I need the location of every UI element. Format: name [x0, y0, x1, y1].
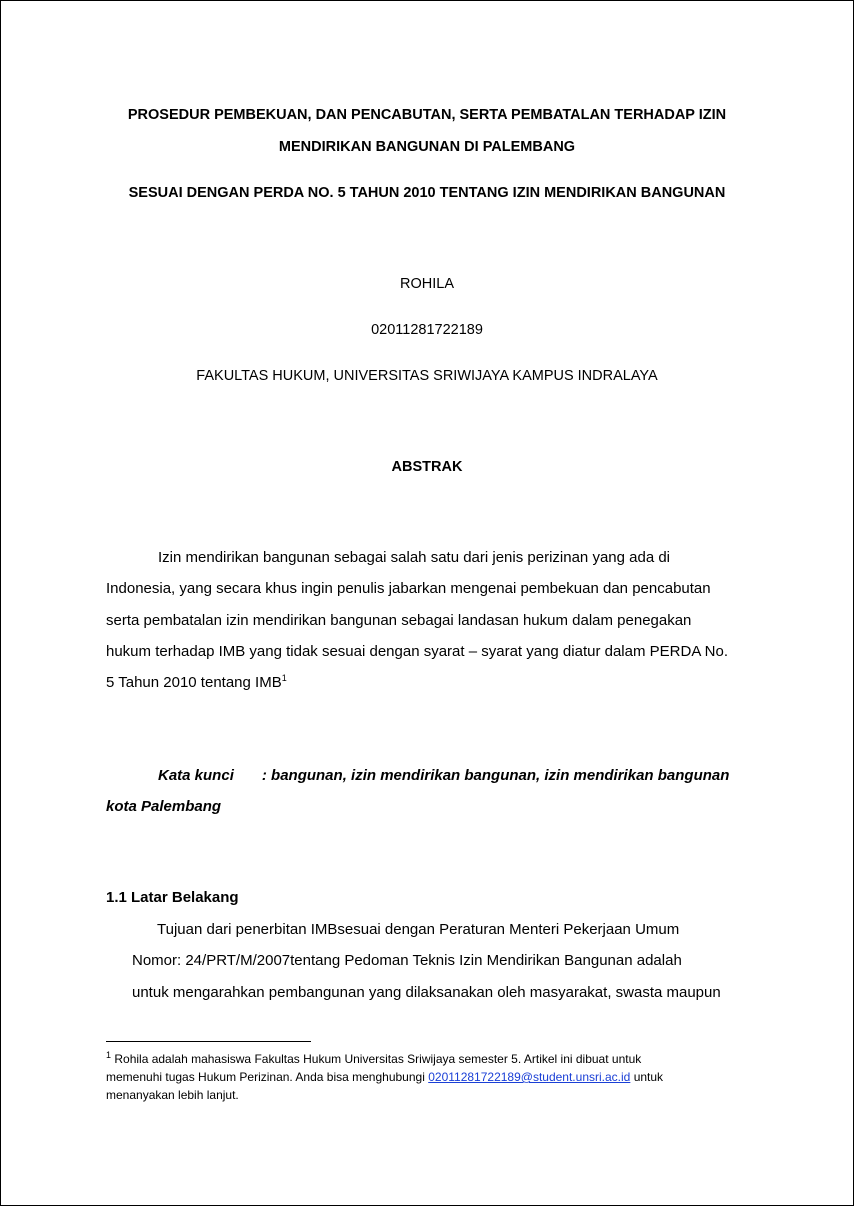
footnote-separator — [106, 1041, 311, 1042]
abstract-line-last — [106, 667, 751, 698]
abstract-line: serta pembatalan izin mendirikan bangunan sebagai landasan hukum dalam penegakan — [106, 611, 692, 629]
abstract-line: Izin mendirikan bangunan sebagai salah satu dari jenis perizinan yang ada di — [158, 549, 671, 566]
footnote-ref[interactable]: 1 — [281, 673, 287, 684]
footnote-text-b: memenuhi tugas Hukum Perizinan. Anda bisa menghubungi — [106, 1070, 425, 1084]
footnote — [106, 1050, 721, 1104]
footnote-text-a: Rohila adalah mahasiswa Fakultas Hukum Universitas Sriwijaya semester 5. Artikel ini dibuat untuk — [114, 1052, 642, 1066]
section-body — [132, 914, 757, 1008]
keywords-text: bangunan, izin mendirikan bangunan, izin mendirikan bangunan — [271, 767, 730, 784]
abstract-heading: ABSTRAK — [391, 459, 463, 475]
section-line: Tujuan dari penerbitan IMBsesuai dengan Peraturan Menteri Pekerjaan Umum — [157, 921, 680, 938]
keywords — [106, 760, 751, 823]
section-line: untuk mengarahkan pembangunan yang dilaksanakan oleh masyarakat, swasta maupun — [132, 983, 721, 1001]
abstract-body — [106, 542, 751, 698]
footnote-text-d: menanyakan lebih lanjut. — [106, 1088, 239, 1102]
keywords-separator: : — [261, 767, 267, 784]
footnote-text-c: untuk — [633, 1070, 664, 1084]
abstract-line-text: 5 Tahun 2010 tentang IMB — [106, 674, 282, 692]
abstract-line: Indonesia, yang secara khus ingin penulis jabarkan mengenai pembekuan dan pencabutan — [106, 580, 711, 598]
keywords-continuation: kota Palembang — [106, 798, 222, 816]
title-line-2: MENDIRIKAN BANGUNAN DI PALEMBANG — [278, 139, 576, 155]
author-id: 02011281722189 — [371, 322, 483, 338]
subtitle: SESUAI DENGAN PERDA NO. 5 TAHUN 2010 TENTANG IZIN MENDIRIKAN BANGUNAN — [128, 185, 726, 201]
section-heading: 1.1 Latar Belakang — [106, 889, 239, 906]
section-line: Nomor: 24/PRT/M/2007tentang Pedoman Teknis Izin Mendirikan Bangunan adalah — [132, 952, 682, 970]
footnote-email-link[interactable]: 02011281722189@student.unsri.ac.id — [428, 1070, 631, 1084]
title-line-1: PROSEDUR PEMBEKUAN, DAN PENCABUTAN, SERTA PEMBATALAN TERHADAP IZIN — [127, 107, 727, 123]
author-affiliation: FAKULTAS HUKUM, UNIVERSITAS SRIWIJAYA KAMPUS INDRALAYA — [196, 368, 658, 384]
author-name: ROHILA — [400, 276, 454, 292]
abstract-line: hukum terhadap IMB yang tidak sesuai dengan syarat – syarat yang diatur dalam PERDA No. — [106, 642, 729, 660]
keywords-label: Kata kunci — [158, 767, 234, 784]
footnote-number: 1 — [106, 1050, 112, 1060]
